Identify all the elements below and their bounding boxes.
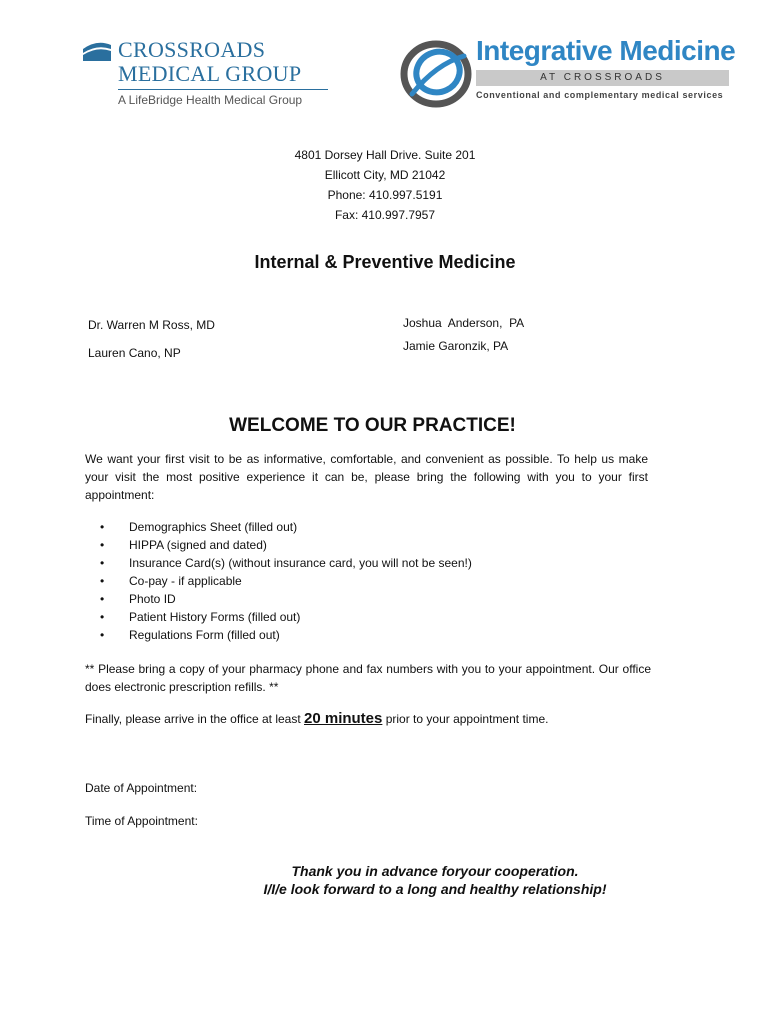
logo-line-2: MEDICAL GROUP: [118, 61, 302, 86]
closing-line-2: I/I/e look forward to a long and healthy relationship!: [263, 881, 607, 897]
provider-left-1: Dr. Warren M Ross, MD: [88, 318, 215, 332]
integrative-title: Integrative Medicine: [476, 35, 736, 66]
list-item-text: Patient History Forms (filled out): [129, 610, 301, 624]
integrative-emblem-icon: [398, 34, 474, 110]
arrival-time-emphasis: 20 minutes: [304, 710, 383, 727]
bullet-icon: •: [100, 574, 105, 588]
integrative-subtitle: AT CROSSROADS: [476, 70, 729, 86]
logo-line-1: CROSSROADS: [118, 37, 266, 62]
arrival-text-before: Finally, please arrive in the office at least: [85, 712, 304, 726]
logo-divider: [118, 89, 328, 90]
pharmacy-note: ** Please bring a copy of your pharmacy phone and fax numbers with you to your appointment. Our office does electronic prescription refills. **: [85, 662, 651, 694]
list-item-text: Regulations Form (filled out): [129, 628, 280, 642]
arrival-text-after: prior to your appointment time.: [382, 712, 549, 726]
list-item-text: Co-pay - if applicable: [129, 574, 242, 588]
address-fax: Fax: 410.997.7957: [334, 208, 436, 222]
integrative-tagline: Conventional and complementary medical services: [476, 90, 724, 100]
list-item-text: Insurance Card(s) (without insurance card, you will not be seen!): [129, 556, 472, 570]
intro-paragraph: We want your first visit to be as informative, comfortable, and convenient as possible. To help us make your visit the most positive experience it can be, please bring the following with you to your first appointment:: [85, 452, 648, 502]
list-item-text: HIPPA (signed and dated): [129, 538, 267, 552]
list-item: [100, 572, 472, 590]
bullet-icon: •: [100, 556, 105, 570]
bullet-icon: •: [100, 520, 105, 534]
closing-line-1: Thank you in advance foryour cooperation.: [291, 863, 579, 879]
list-item: [100, 626, 472, 644]
date-of-appointment-label: Date of Appointment:: [85, 781, 198, 795]
page-heading: Internal & Preventive Medicine: [254, 252, 516, 272]
list-item: [100, 518, 472, 536]
address-city: Ellicott City, MD 21042: [324, 168, 446, 182]
address-street: 4801 Dorsey Hall Drive. Suite 201: [294, 148, 476, 162]
crossroads-mark-icon: [82, 40, 112, 62]
address-phone: Phone: 410.997.5191: [327, 188, 443, 202]
logo-tagline: A LifeBridge Health Medical Group: [118, 93, 303, 107]
list-item: [100, 608, 472, 626]
list-item: [100, 590, 472, 608]
welcome-heading: WELCOME TO OUR PRACTICE!: [229, 415, 516, 436]
bullet-icon: •: [100, 610, 105, 624]
integrative-medicine-logo: [398, 32, 736, 112]
bullet-icon: •: [100, 538, 105, 552]
list-item-text: Demographics Sheet (filled out): [129, 520, 298, 534]
bullet-icon: •: [100, 628, 105, 642]
list-item-text: Photo ID: [129, 592, 176, 606]
crossroads-logo: [82, 38, 342, 113]
bullet-icon: •: [100, 592, 105, 606]
provider-right-1: Joshua Anderson, PA: [403, 316, 525, 330]
list-item: [100, 536, 472, 554]
provider-right-2: Jamie Garonzik, PA: [403, 339, 509, 353]
list-item: [100, 554, 472, 572]
bring-items-list: [100, 518, 472, 644]
time-of-appointment-label: Time of Appointment:: [85, 814, 198, 828]
provider-left-2: Lauren Cano, NP: [88, 346, 181, 360]
arrival-note: [85, 710, 548, 727]
